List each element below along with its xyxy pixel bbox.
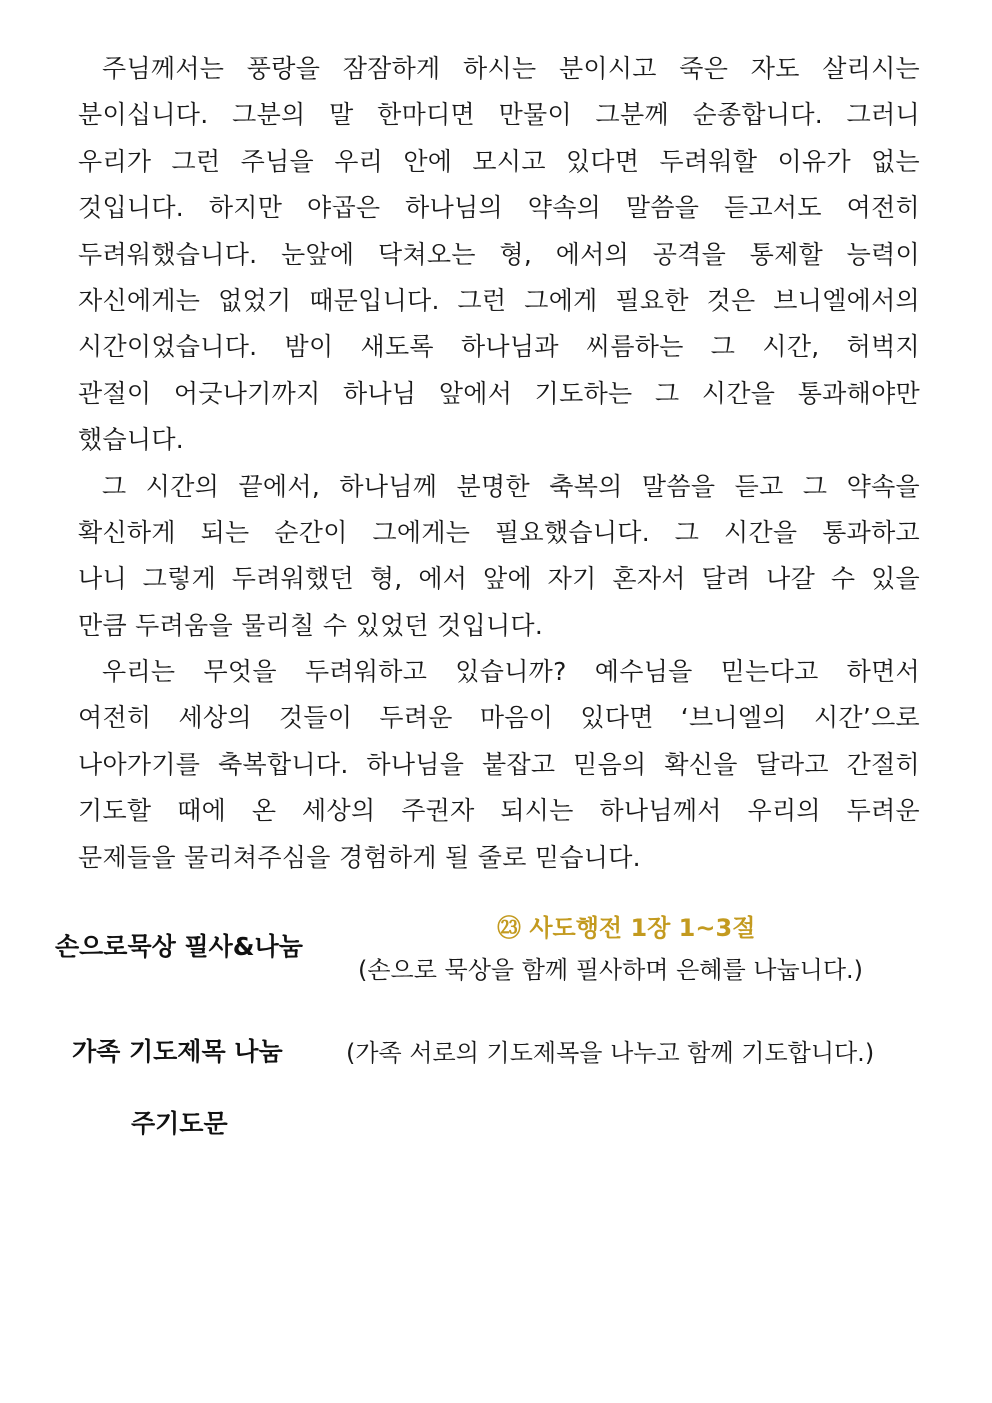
text-line: 여전히 세상의 것들이 두려운 마음이 있다면 ‘브니엘의 시간’으로	[78, 703, 920, 733]
text-line: 그 시간의 끝에서, 하나님께 분명한 축복의 말씀을 듣고 그 약속을	[102, 471, 920, 501]
family-prayer-note: (가족 서로의 기도제목을 나누고 함께 기도합니다.)	[346, 1039, 875, 1067]
text-line: 관절이 어긋나기까지 하나님 앞에서 기도하는 그 시간을 통과해야만	[78, 378, 920, 408]
reading-reference: ㉓ 사도행전 1장 1~3절	[497, 914, 756, 942]
meditation-note: (손으로 묵상을 함께 필사하며 은혜를 나눕니다.)	[358, 956, 863, 984]
text-line: 했습니다.	[78, 425, 185, 455]
text-line: 확신하게 되는 순간이 그에게는 필요했습니다. 그 시간을 통과하고	[78, 517, 920, 547]
text-line: 것입니다. 하지만 야곱은 하나님의 약속의 말씀을 듣고서도 여전히	[78, 193, 920, 223]
text-line: 두려워했습니다. 눈앞에 닥쳐오는 형, 에서의 공격을 통제할 능력이	[78, 239, 920, 269]
paragraph-2	[78, 464, 920, 650]
text-line: 자신에게는 없었기 때문입니다. 그런 그에게 필요한 것은 브니엘에서의	[78, 285, 920, 315]
text-line: 우리는 무엇을 두려워하고 있습니까? 예수님을 믿는다고 하면서	[102, 657, 920, 687]
text-line: 기도할 때에 온 세상의 주권자 되시는 하나님께서 우리의 두려운	[78, 796, 920, 826]
paragraph-3	[78, 649, 920, 881]
text-line: 문제들을 물리쳐주심을 경험하게 될 줄로 믿습니다.	[78, 842, 641, 872]
text-line: 나니 그렇게 두려워했던 형, 에서 앞에 자기 혼자서 달려 나갈 수 있을	[78, 564, 920, 594]
text-line: 시간이었습니다. 밤이 새도록 하나님과 씨름하는 그 시간, 허벅지	[78, 332, 920, 362]
meditation-label: 손으로묵상 필사&나눔	[55, 932, 303, 961]
text-line: 만큼 두려움을 물리칠 수 있었던 것입니다.	[78, 610, 544, 640]
devotional-body	[78, 46, 920, 881]
text-line: 분이십니다. 그분의 말 한마디면 만물이 그분께 순종합니다. 그러니	[78, 100, 920, 130]
text-line: 우리가 그런 주님을 우리 안에 모시고 있다면 두려워할 이유가 없는	[78, 146, 920, 176]
text-line: 나아가기를 축복합니다. 하나님을 붙잡고 믿음의 확신을 달라고 간절히	[78, 749, 920, 779]
paragraph-1	[78, 46, 920, 464]
text-line: 주님께서는 풍랑을 잠잠하게 하시는 분이시고 죽은 자도 살리시는	[102, 54, 920, 83]
family-prayer-label: 가족 기도제목 나눔	[72, 1037, 283, 1066]
lords-prayer-label: 주기도문	[131, 1109, 228, 1138]
